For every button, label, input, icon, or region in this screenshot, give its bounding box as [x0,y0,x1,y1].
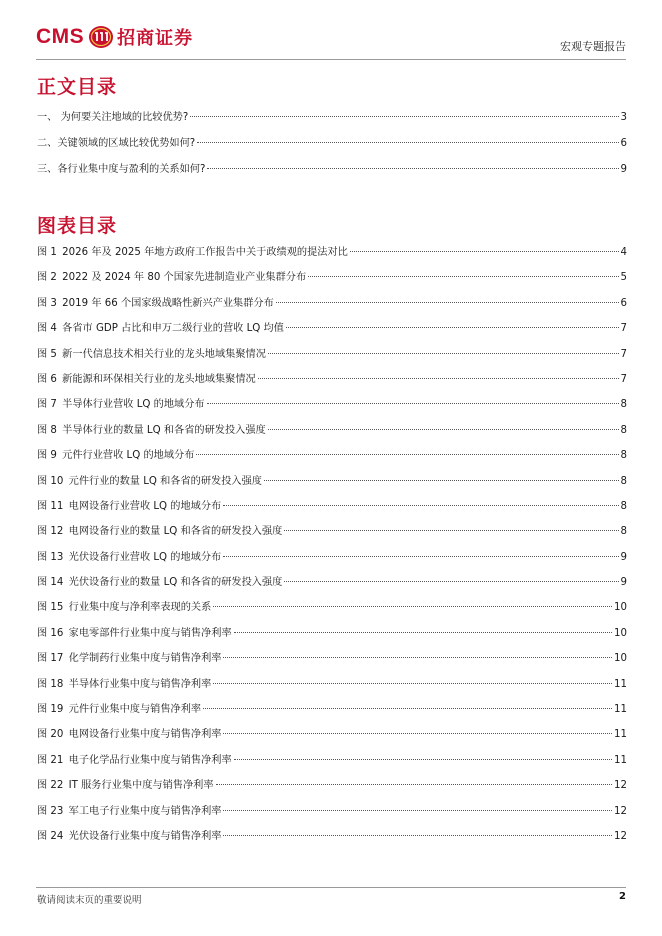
toc-entry-page: 12 [614,805,627,817]
toc-leader-dots [284,530,618,531]
toc-entry-label [37,522,282,537]
toc-entry-label [37,598,211,613]
logo-badge-icon [88,25,114,49]
toc-entry-label [37,268,306,283]
toc-entry-page: 10 [614,653,627,665]
footer-divider [36,887,626,888]
toc-entry-label [37,108,188,123]
toc-entry[interactable] [37,624,627,649]
toc-entry[interactable] [37,802,627,827]
toc-entry[interactable] [37,472,627,497]
toc-leader-dots [203,708,612,709]
toc-entry-text: 化学制药行业集中度与销售净利率 [68,653,222,665]
toc-entry-page: 9 [620,551,627,563]
toc-entry-text: 2022 及 2024 年 80 个国家先进制造业产业集群分布 [62,272,307,284]
toc-entry-text: 新能源和环保相关行业的龙头地域集聚情况 [62,373,256,385]
toc-entry[interactable] [37,700,627,725]
toc-entry-number: 图 17 [37,653,64,665]
toc-entry-text: 电网设备行业集中度与销售净利率 [68,729,222,741]
toc-entry-number: 图 4 [37,323,57,335]
toc-entry-page: 8 [620,450,627,462]
toc-entry[interactable] [37,522,627,547]
toc-leader-dots [284,581,618,582]
toc-entry-page: 8 [620,424,627,436]
toc-entry[interactable] [37,134,627,160]
toc-leader-dots [213,683,612,684]
toc-entry-label [37,395,205,410]
toc-entry-page: 11 [614,678,627,690]
toc-entry-text: 2026 年及 2025 年地方政府工作报告中关于政绩观的提法对比 [62,247,348,258]
toc-entry-label [37,421,266,436]
toc-entry[interactable] [37,319,627,344]
toc-entry-label [37,472,262,487]
toc-entry-text: 二、关键领域的区域比较优势如何? [37,138,196,149]
toc-entry-page: 7 [620,373,627,385]
toc-leader-dots [223,657,612,658]
toc-entry-page: 11 [614,754,627,766]
toc-entry[interactable] [37,573,627,598]
toc-leader-dots [268,429,619,430]
toc-entry[interactable] [37,598,627,623]
toc-entry-number: 图 9 [37,450,57,462]
toc-entry-number: 图 12 [37,526,64,538]
toc-entry[interactable] [37,160,627,186]
toc-entry-page: 7 [620,348,627,360]
toc-leader-dots [268,353,619,354]
toc-entry-label [37,294,274,309]
toc-entry-number: 图 24 [37,830,64,842]
toc-entry[interactable] [37,370,627,395]
toc-entry-page: 8 [620,500,627,512]
toc-entry-text: 三、各行业集中度与盈利的关系如何? [37,164,206,175]
toc-entry[interactable] [37,497,627,522]
toc-leader-dots [216,784,612,785]
toc-entry-label [37,497,221,512]
toc-entry-label [37,134,195,149]
toc-entry-number: 图 8 [37,424,57,436]
toc-entry-label [37,319,284,334]
toc-entry-page: 11 [614,704,627,716]
toc-leader-dots [213,606,612,607]
text-toc-list [37,108,627,186]
toc-leader-dots [223,556,618,557]
toc-entry-page: 8 [620,526,627,538]
toc-entry-number: 图 15 [37,602,64,614]
toc-entry-page: 10 [614,627,627,639]
toc-entry-page: 6 [620,138,627,149]
toc-entry-page: 7 [620,323,627,335]
toc-entry[interactable] [37,827,627,852]
toc-entry-text: 光伏设备行业的数量 LQ 和各省的研发投入强度 [68,577,283,589]
toc-leader-dots [223,733,612,734]
figure-toc-title: 图表目录 [37,215,118,237]
toc-entry-number: 图 5 [37,348,57,360]
toc-entry-text: 半导体行业的数量 LQ 和各省的研发投入强度 [62,424,266,436]
toc-entry-number: 图 21 [37,754,64,766]
toc-entry-number: 图 20 [37,729,64,741]
toc-entry-text: 电网设备行业营收 LQ 的地域分布 [68,500,222,512]
toc-entry-text: 元件行业营收 LQ 的地域分布 [62,450,195,462]
toc-entry-label [37,675,211,690]
toc-entry-page: 9 [620,577,627,589]
toc-entry-text: 一、 为何要关注地域的比较优势? [37,112,189,123]
toc-entry-label [37,802,221,817]
header-divider [36,59,626,60]
toc-entry[interactable] [37,548,627,573]
toc-entry-number: 图 19 [37,704,64,716]
toc-entry-text: 元件行业的数量 LQ 和各省的研发投入强度 [68,475,262,487]
page-number: 2 [619,891,626,902]
toc-entry-label [37,243,348,258]
disclaimer-note: 敬请阅读末页的重要说明 [37,895,142,906]
toc-leader-dots [258,378,619,379]
toc-leader-dots [207,403,619,404]
toc-entry-label [37,776,214,791]
toc-entry-number: 图 11 [37,500,64,512]
toc-leader-dots [190,116,618,117]
toc-entry-number: 图 1 [37,247,57,258]
document-type-label: 宏观专题报告 [560,40,626,53]
toc-entry[interactable] [37,776,627,801]
toc-leader-dots [264,480,619,481]
toc-entry-text: 2019 年 66 个国家级战略性新兴产业集群分布 [62,297,274,309]
toc-entry-label [37,160,205,175]
toc-entry-label [37,700,201,715]
toc-entry-page: 8 [620,399,627,411]
toc-entry-text: 新一代信息技术相关行业的龙头地域集聚情况 [62,348,266,360]
toc-entry-text: 电网设备行业的数量 LQ 和各省的研发投入强度 [68,526,283,538]
toc-entry-label [37,345,266,360]
text-toc-title: 正文目录 [37,76,118,98]
toc-entry[interactable] [37,421,627,446]
toc-entry-number: 图 18 [37,678,64,690]
toc-leader-dots [286,327,619,328]
toc-entry-label [37,573,282,588]
toc-leader-dots [276,302,619,303]
toc-entry-number: 图 16 [37,627,64,639]
toc-leader-dots [308,276,618,277]
toc-entry-text: 元件行业集中度与销售净利率 [68,704,202,716]
toc-leader-dots [350,251,619,252]
toc-entry-text: 电子化学品行业集中度与销售净利率 [68,754,232,766]
logo-latin-text: CMS [36,25,85,48]
toc-entry-text: 军工电子行业集中度与销售净利率 [68,805,222,817]
toc-leader-dots [234,759,612,760]
toc-entry-page: 12 [614,830,627,842]
toc-entry-text: 行业集中度与净利率表现的关系 [68,602,212,614]
toc-leader-dots [197,142,618,143]
toc-leader-dots [234,632,612,633]
toc-entry[interactable] [37,675,627,700]
toc-entry-text: 半导体行业营收 LQ 的地域分布 [62,399,205,411]
toc-leader-dots [223,835,612,836]
logo-chinese-text: 招商证券 [117,28,194,49]
toc-entry[interactable] [37,108,627,134]
toc-entry-label [37,827,221,842]
toc-entry-label [37,725,221,740]
toc-entry-label [37,370,256,385]
toc-entry-page: 5 [620,272,627,284]
toc-entry-text: IT 服务行业集中度与销售净利率 [68,780,214,792]
toc-entry[interactable] [37,751,627,776]
toc-entry-label [37,751,232,766]
toc-entry-page: 11 [614,729,627,741]
toc-entry-text: 家电零部件行业集中度与销售净利率 [68,627,232,639]
toc-entry-page: 10 [614,602,627,614]
toc-entry-label [37,649,221,664]
toc-entry-page: 3 [620,112,627,123]
toc-entry-number: 图 22 [37,780,64,792]
toc-leader-dots [207,168,618,169]
figure-toc-list [37,243,627,852]
toc-entry[interactable] [37,649,627,674]
toc-entry[interactable] [37,725,627,750]
toc-entry-number: 图 23 [37,805,64,817]
toc-entry-page: 12 [614,780,627,792]
toc-entry-text: 光伏设备行业营收 LQ 的地域分布 [68,551,222,563]
toc-leader-dots [223,810,612,811]
toc-entry-text: 各省市 GDP 占比和申万二级行业的营收 LQ 均值 [62,323,284,335]
toc-entry-text: 光伏设备行业集中度与销售净利率 [68,830,222,842]
toc-leader-dots [223,505,618,506]
toc-entry-number: 图 6 [37,373,57,385]
toc-entry-page: 6 [620,297,627,309]
toc-entry-number: 图 3 [37,297,57,309]
page-header [36,18,626,62]
toc-entry-number: 图 2 [37,272,57,284]
toc-entry-label [37,446,194,461]
toc-entry-page: 8 [620,475,627,487]
toc-entry[interactable] [37,446,627,471]
toc-entry-number: 图 7 [37,399,57,411]
toc-entry-number: 图 10 [37,475,64,487]
toc-leader-dots [196,454,618,455]
toc-entry[interactable] [37,268,627,293]
toc-entry[interactable] [37,395,627,420]
brand-logo [36,24,193,50]
toc-entry-page: 4 [620,247,627,258]
toc-entry-page: 9 [620,164,627,175]
toc-entry-text: 半导体行业集中度与销售净利率 [68,678,212,690]
toc-entry[interactable] [37,294,627,319]
toc-entry-number: 图 14 [37,577,64,589]
toc-entry[interactable] [37,345,627,370]
toc-entry-label [37,624,232,639]
toc-entry-label [37,548,221,563]
toc-entry-number: 图 13 [37,551,64,563]
toc-entry[interactable] [37,243,627,268]
